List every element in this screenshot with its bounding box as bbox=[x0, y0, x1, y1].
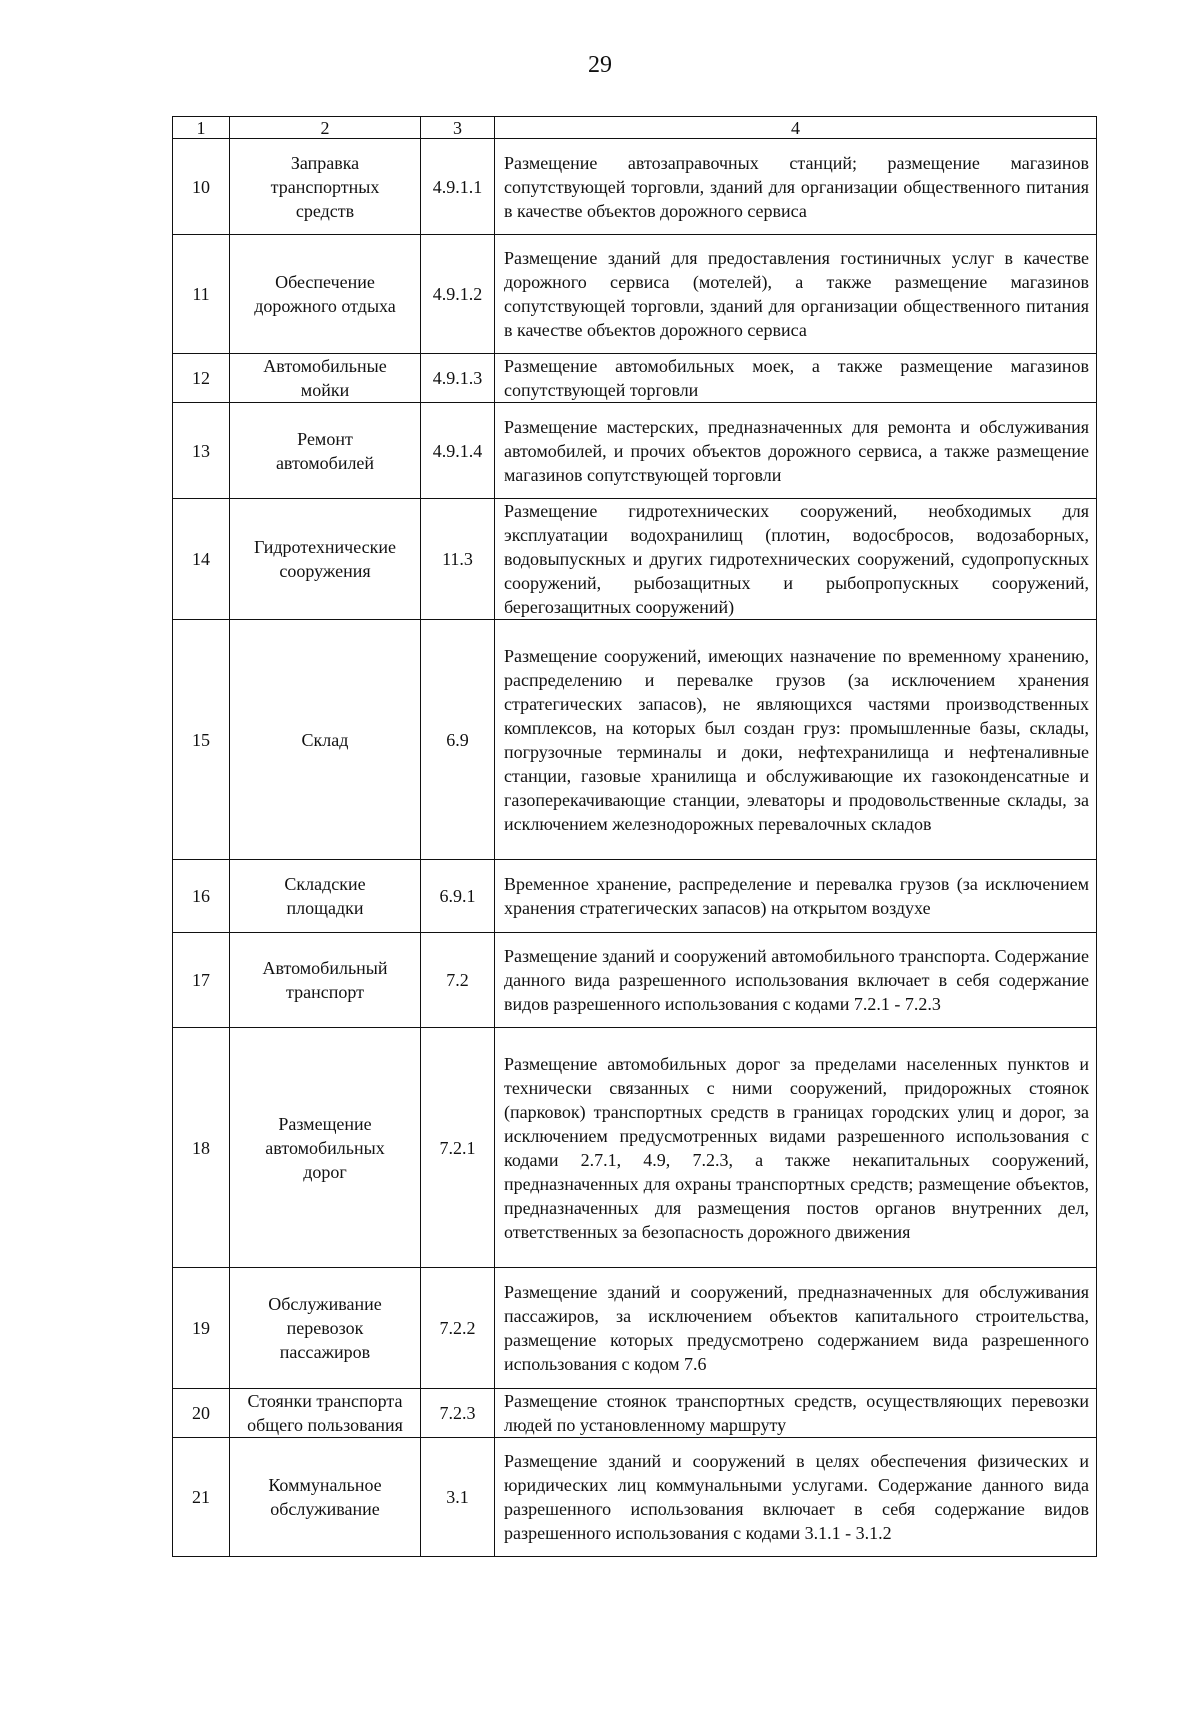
table-row bbox=[173, 499, 1097, 620]
table-row bbox=[173, 860, 1097, 933]
use-type-name: Автомобильные мойки bbox=[230, 354, 421, 403]
row-number: 14 bbox=[173, 499, 230, 620]
row-number: 19 bbox=[173, 1268, 230, 1389]
table-row bbox=[173, 403, 1097, 499]
use-type-name: Складские площадки bbox=[230, 860, 421, 933]
row-number: 12 bbox=[173, 354, 230, 403]
header-col-4: 4 bbox=[495, 117, 1097, 139]
use-type-name: Коммунальное обслуживание bbox=[230, 1438, 421, 1557]
use-type-name: Гидротехнические сооружения bbox=[230, 499, 421, 620]
table-row bbox=[173, 1389, 1097, 1438]
use-type-description: Размещение сооружений, имеющих назначение по временному хранению, распределению и перевалке грузов (за исключением хранения стратегических запасов), не являющихся частями производственных комплексов, на которых был создан груз: промышленные базы, склады, погрузочные терминалы и доки, нефтехранилища и нефтеналивные станции, газовые хранилища и обслуживающие их газоконденсатные и газоперекачивающие станции, элеваторы и продовольственные склады, за исключением железнодорожных перевалочных складов bbox=[495, 620, 1097, 860]
land-use-table bbox=[172, 116, 1097, 1557]
use-type-code: 7.2.2 bbox=[421, 1268, 495, 1389]
use-type-code: 4.9.1.3 bbox=[421, 354, 495, 403]
row-number: 20 bbox=[173, 1389, 230, 1438]
use-type-name: Обеспечение дорожного отдыха bbox=[230, 235, 421, 354]
use-type-code: 7.2 bbox=[421, 933, 495, 1028]
use-type-name: Стоянки транспорта общего пользования bbox=[230, 1389, 421, 1438]
use-type-description: Размещение автомобильных дорог за пределами населенных пунктов и технически связанных с ними сооружений, придорожных стоянок (парковок) транспортных средств в границах городских улиц и дорог, за исключением предусмотренных видами разрешенного использования с кодами 2.7.1, 4.9, 7.2.3, а также некапитальных сооружений, предназначенных для охраны транспортных средств; размещение объектов, предназначенных для размещения постов органов внутренних дел, ответственных за безопасность дорожного движения bbox=[495, 1028, 1097, 1268]
use-type-code: 4.9.1.4 bbox=[421, 403, 495, 499]
table-row bbox=[173, 1438, 1097, 1557]
use-type-code: 6.9 bbox=[421, 620, 495, 860]
row-number: 17 bbox=[173, 933, 230, 1028]
table-row bbox=[173, 354, 1097, 403]
header-col-1: 1 bbox=[173, 117, 230, 139]
use-type-description: Размещение зданий и сооружений автомобильного транспорта. Содержание данного вида разрешенного использования включает в себя содержание видов разрешенного использования с кодами 7.2.1 - 7.2.3 bbox=[495, 933, 1097, 1028]
row-number: 10 bbox=[173, 139, 230, 235]
row-number: 21 bbox=[173, 1438, 230, 1557]
table-row bbox=[173, 139, 1097, 235]
use-type-description: Размещение зданий и сооружений, предназначенных для обслуживания пассажиров, за исключением объектов капитального строительства, размещение которых предусмотрено содержанием вида разрешенного использования с кодом 7.6 bbox=[495, 1268, 1097, 1389]
use-type-code: 7.2.3 bbox=[421, 1389, 495, 1438]
use-type-description: Размещение мастерских, предназначенных для ремонта и обслуживания автомобилей, и прочих объектов дорожного сервиса, а также размещение магазинов сопутствующей торговли bbox=[495, 403, 1097, 499]
use-type-code: 4.9.1.1 bbox=[421, 139, 495, 235]
use-type-code: 7.2.1 bbox=[421, 1028, 495, 1268]
header-col-2: 2 bbox=[230, 117, 421, 139]
table-row bbox=[173, 1028, 1097, 1268]
header-row bbox=[173, 117, 1097, 139]
page-number: 29 bbox=[588, 52, 612, 78]
use-type-code: 3.1 bbox=[421, 1438, 495, 1557]
use-type-description: Размещение автозаправочных станций; размещение магазинов сопутствующей торговли, зданий для организации общественного питания в качестве объектов дорожного сервиса bbox=[495, 139, 1097, 235]
table-row bbox=[173, 933, 1097, 1028]
table-row bbox=[173, 1268, 1097, 1389]
use-type-name: Размещение автомобильных дорог bbox=[230, 1028, 421, 1268]
use-type-code: 11.3 bbox=[421, 499, 495, 620]
header-col-3: 3 bbox=[421, 117, 495, 139]
use-type-description: Размещение зданий и сооружений в целях обеспечения физических и юридических лиц коммунальными услугами. Содержание данного вида разрешенного использования включает в себя содержание видов разрешенного использования с кодами 3.1.1 - 3.1.2 bbox=[495, 1438, 1097, 1557]
use-type-name: Автомобильный транспорт bbox=[230, 933, 421, 1028]
use-type-code: 4.9.1.2 bbox=[421, 235, 495, 354]
row-number: 13 bbox=[173, 403, 230, 499]
row-number: 15 bbox=[173, 620, 230, 860]
use-type-name: Заправка транспортных средств bbox=[230, 139, 421, 235]
use-type-name: Обслуживание перевозок пассажиров bbox=[230, 1268, 421, 1389]
table-row bbox=[173, 620, 1097, 860]
use-type-description: Размещение автомобильных моек, а также размещение магазинов сопутствующей торговли bbox=[495, 354, 1097, 403]
row-number: 16 bbox=[173, 860, 230, 933]
use-type-description: Размещение гидротехнических сооружений, необходимых для эксплуатации водохранилищ (плотин, водосбросов, водозаборных, водовыпускных и других гидротехнических сооружений, судопропускных сооружений, рыбозащитных и рыбопропускных сооружений, берегозащитных сооружений) bbox=[495, 499, 1097, 620]
use-type-description: Размещение стоянок транспортных средств, осуществляющих перевозки людей по установленному маршруту bbox=[495, 1389, 1097, 1438]
use-type-description: Размещение зданий для предоставления гостиничных услуг в качестве дорожного сервиса (мотелей), а также размещение магазинов сопутствующей торговли, зданий для организации общественного питания в качестве объектов дорожного сервиса bbox=[495, 235, 1097, 354]
use-type-code: 6.9.1 bbox=[421, 860, 495, 933]
row-number: 11 bbox=[173, 235, 230, 354]
table-row bbox=[173, 235, 1097, 354]
use-type-description: Временное хранение, распределение и перевалка грузов (за исключением хранения стратегических запасов) на открытом воздухе bbox=[495, 860, 1097, 933]
use-type-name: Склад bbox=[230, 620, 421, 860]
use-type-name: Ремонт автомобилей bbox=[230, 403, 421, 499]
row-number: 18 bbox=[173, 1028, 230, 1268]
